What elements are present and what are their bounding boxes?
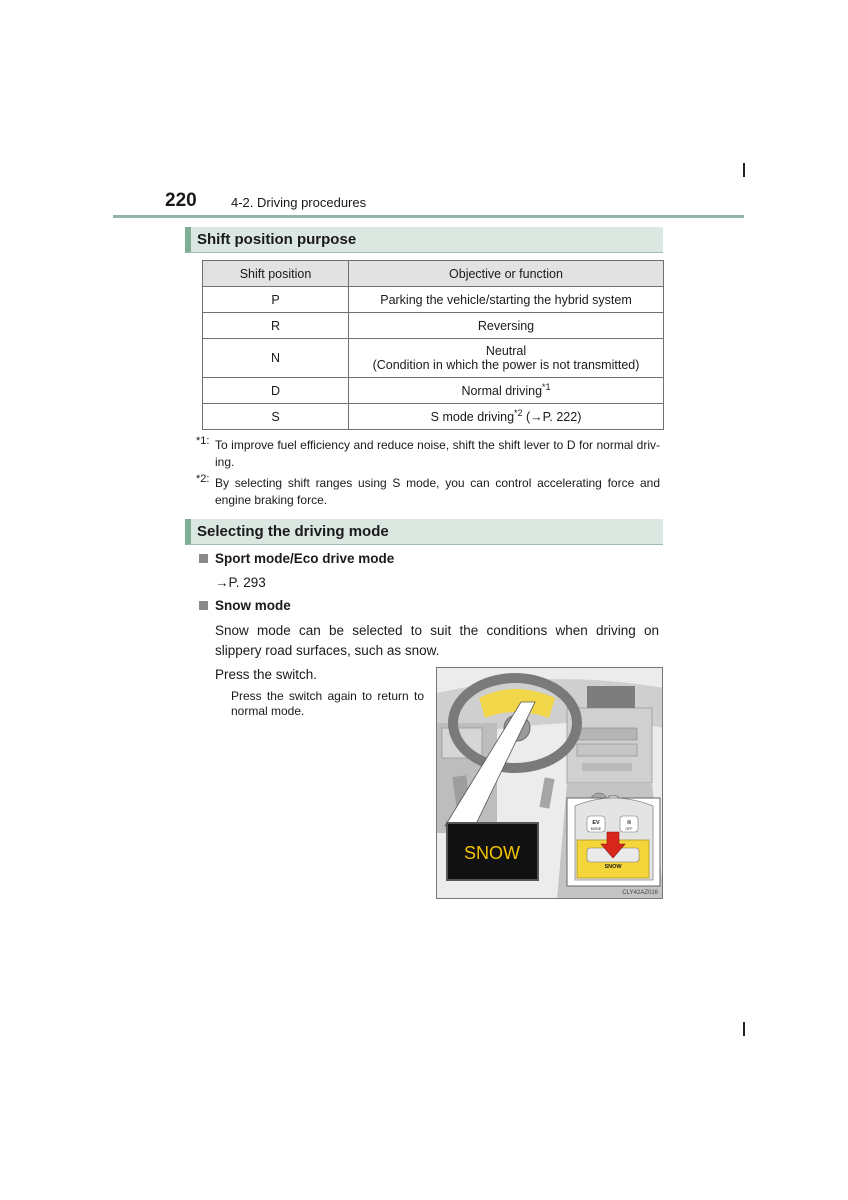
table-cell-position: R: [203, 313, 349, 339]
display-snow-text: SNOW: [464, 843, 520, 863]
dashboard-illustration: [437, 668, 663, 899]
footnote: [196, 437, 660, 471]
ev-mode-sub-label: MODE: [590, 827, 602, 831]
table-row: [203, 313, 664, 339]
table-header-cell: Objective or function: [349, 261, 664, 287]
figure-id: CLY42AZ016: [622, 890, 658, 896]
function-line: Neutral: [485, 344, 527, 358]
footnote-text: To improve fuel efficiency and reduce noise, shift the shift lever to D for normal driv-ing.: [215, 438, 660, 469]
subheading-text: Snow mode: [215, 598, 291, 613]
table-row: [203, 339, 664, 378]
table-cell-function: [349, 378, 664, 404]
table-cell-position: P: [203, 287, 349, 313]
table-cell-position: N: [203, 339, 349, 378]
table-header-row: [203, 261, 664, 287]
table-cell-position: D: [203, 378, 349, 404]
section-heading-shift-position: Shift position purpose: [185, 227, 663, 253]
section-heading-driving-mode: Selecting the driving mode: [185, 519, 663, 545]
section-path: 4-2. Driving procedures: [231, 195, 367, 210]
function-text: Normal driving: [461, 384, 543, 399]
snow-instruction: Press the switch.: [215, 667, 318, 682]
subheading-sport-eco: [199, 551, 394, 566]
function-text: S mode driving: [430, 410, 515, 425]
footnote-ref: *2: [514, 408, 523, 419]
snow-description: Snow mode can be selected to suit the conditions when driving on slippery road surfaces, such as snow.: [215, 623, 659, 658]
bullet-square-icon: [199, 601, 208, 610]
header-rule: [113, 215, 744, 218]
page-reference-link[interactable]: →P. 293: [215, 575, 266, 590]
shift-position-table: [202, 260, 664, 430]
footnote-ref: *1: [542, 382, 551, 393]
table-cell-function: [349, 404, 664, 430]
table-row: [203, 378, 664, 404]
footnote-mark: *2:: [196, 473, 210, 485]
table-row: [203, 404, 664, 430]
footnote: [196, 475, 660, 509]
table-header-cell: Shift position: [203, 261, 349, 287]
footnote-mark: *1:: [196, 435, 210, 447]
crop-mark-top: [743, 163, 745, 177]
snow-sub-instruction: Press the switch again to return to normal mode.: [231, 689, 424, 718]
ev-mode-label: EV: [592, 820, 600, 826]
snow-switch-label: SNOW: [604, 864, 622, 870]
subheading-snow: [199, 598, 291, 613]
function-line: (Condition in which the power is not transmitted): [372, 358, 640, 372]
page-number: 220: [165, 190, 197, 211]
snow-mode-figure: [436, 667, 663, 899]
table-cell-function: Reversing: [349, 313, 664, 339]
crop-mark-bottom: [743, 1022, 745, 1036]
footnote-text: By selecting shift ranges using S mode, you can control accelerating force and engine braking force.: [215, 476, 660, 507]
traction-off-label: OFF: [625, 827, 633, 831]
page-reference: (→P. 222): [522, 410, 582, 425]
subheading-text: Sport mode/Eco drive mode: [215, 551, 395, 566]
table-cell-function: [349, 339, 664, 378]
table-row: [203, 287, 664, 313]
bullet-square-icon: [199, 554, 208, 563]
traction-icon: ⊛: [626, 819, 632, 826]
table-cell-position: S: [203, 404, 349, 430]
table-cell-function: Parking the vehicle/starting the hybrid system: [349, 287, 664, 313]
